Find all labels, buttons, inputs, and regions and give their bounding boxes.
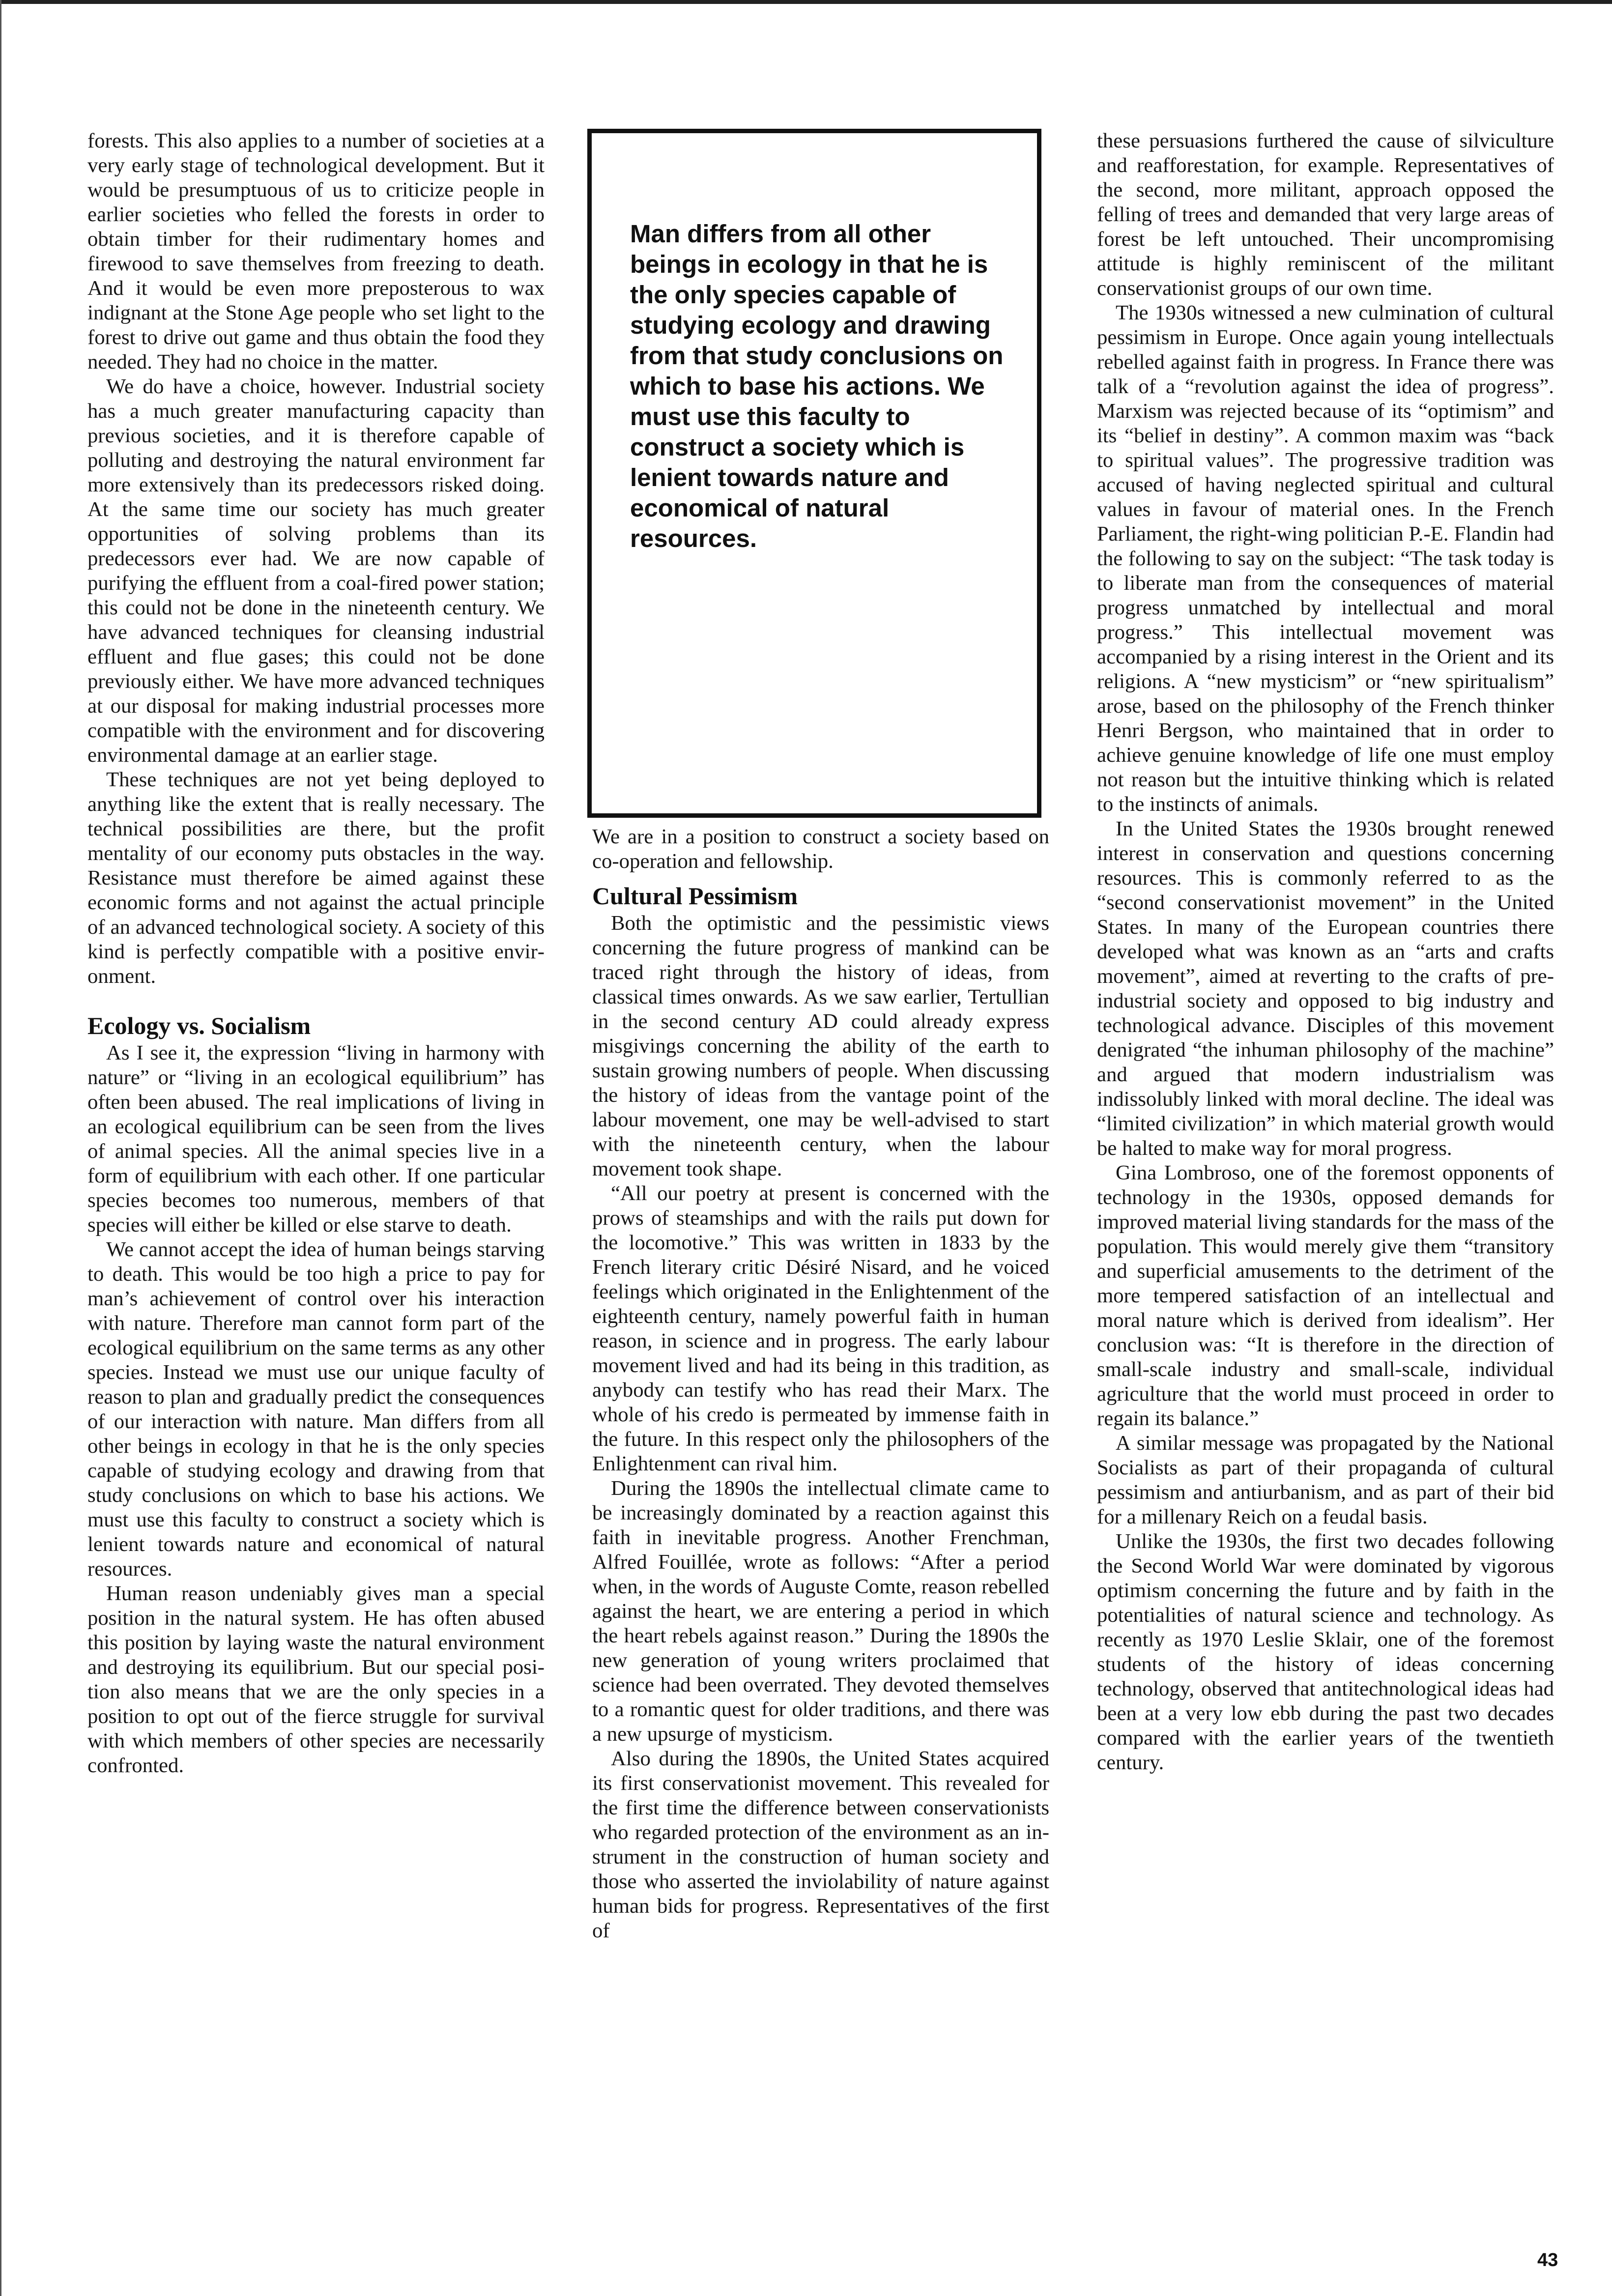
left-edge-rule [0, 0, 1, 2296]
paragraph: In the United States the 1930s brought renewed interest in conservation and questions concerning resources. This is commonly referred to as the “second conservationist movement” in the United States. In many of the European countries there developed what was known as an “arts and crafts movement”, aimed at reverting to the crafts of pre-industrial society and opposed to big industry and technological advance. Disciples of this movement denigrated “the inhuman philosophy of the machine” and argued that modern industrialism was indissolubly linked with moral decline. The ideal was “limited civilization” in which material growth would be halted to make way for moral progress. [1097, 817, 1554, 1160]
paragraph: Gina Lombroso, one of the foremost opponents of technology in the 1930s, opposed demands for improved material living standards for the mass of the population. This would merely give them “transitory and superficial amusements to the detriment of the more tempered satisfaction of an intellectual and moral nature which is derived from idealism”. Her conclusion was: “It is therefore in the direction of small-scale industry and small-scale, individual agriculture that the world must proceed in order to regain its balance.” [1097, 1161, 1554, 1430]
paragraph: A similar message was propagated by the National Socialists as part of their propaganda of cultural pessimism and antiurbanism, and as part of their bid for a millenary Reich on a feudal basis. [1097, 1432, 1554, 1528]
page-number: 43 [1537, 2250, 1558, 2270]
paragraph: These techniques are not yet being deployed to anything like the extent that is really necessary. The technical possibilities are there, but the profit mentality of our economy puts obstacles in the way. Resistance must therefore be aimed against these economic forms and not against the actual principle of an advanced technological society. A society of this kind is perfectly compatible with a positive environment. [87, 768, 545, 988]
paragraph: We cannot accept the idea of human beings starving to death. This would be too high a price to pay for man’s achievement of control over his interaction with nature. Therefore man cannot form part of the ecological equilibrium on the same terms as any other species. Instead we must use our unique faculty of reason to plan and gradually predict the consequences of our interaction with nature. Man differs from all other beings in ecology in that he is the only species capable of studying ecology and drawing from that study conclusions on which to base his actions. We must use this faculty to construct a society which is lenient towards nature and economical of natural resources. [87, 1238, 545, 1580]
paragraph: The 1930s witnessed a new culmination of cultural pessimism in Europe. Once again young intellectuals rebelled against faith in progress. In France there was talk of a “revolution against the idea of progress”. Marxism was rejected because of its “optimism” and its “belief in destiny”. A common maxim was “back to spiritual values”. The progressive tradition was accused of having neglected spiritual and cultural values in favour of material ones. In the French Parliament, the right-wing politician P.-E. Flandin had the following to say on the subject: “The task today is to liberate man from the consequences of material progress unmatched by intellectual and moral progress.” This intellectual movement was accompanied by a rising interest in the Orient and its religions. A “new mysticism” or “new spiritualism” arose, based on the philosophy of the French thinker Henri Bergson, who maintained that in order to achieve genuine knowledge of life one must employ not reason but the intuitive thinking which is related to the instincts of animals. [1097, 301, 1554, 816]
paragraph: forests. This also applies to a number of societies at a very early stage of technological development. But it would be presumptuous of us to criticize people in earlier societies who felled the forests in order to obtain timber for their rudimentary homes and firewood to save themselves from freezing to death. And it would be even more preposterous to wax indignant at the Stone Age people who set light to the forest to drive out game and thus obtain the food they needed. They had no choice in the matter. [87, 129, 545, 373]
column-3 [1097, 129, 1554, 1775]
column-1 [87, 129, 545, 1778]
paragraph: Unlike the 1930s, the first two decades following the Second World War were dominated by vigorous optimism concerning the future and by faith in the potentialities of natural science and technology. As recently as 1970 Leslie Sklair, one of the foremost students of the history of ideas concerning technology, observed that antitechnological ideas had been at a very low ebb during the past two decades compared with the earlier years of the twentieth century. [1097, 1530, 1554, 1774]
paragraph: Also during the 1890s, the United States acquired its first conservationist movement. This revealed for the first time the difference between conservationists who regarded protection of the environment as an instrument in the construction of human society and those who asserted the inviolability of nature against human bids for progress. Representatives of the first of [592, 1747, 1049, 1942]
paragraph: As I see it, the expression “living in harmony with nature” or “living in an ecological equilibrium” has often been abused. The real implications of living in an ecological equilibrium can be seen from the lives of animal species. All the animal species live in a form of equilibrium with each other. If one particular species becomes too numerous, members of that species will either be killed or else starve to death. [87, 1041, 545, 1236]
paragraph: We do have a choice, however. Industrial society has a much greater manufacturing capacity than previous societies, and it is therefore capable of polluting and destroying the natural environment far more extensively than its predecessors risked doing. At the same time our society has much greater opportunities of solving problems than its predecessors ever had. We are now capable of purifying the effluent from a coal-fired power station; this could not be done in the nineteenth century. We have advanced techniques for cleansing industrial effluent and flue gases; this could not be done previously either. We have more advanced techniques at our disposal for making industrial processes more compatible with the environment and for discovering environmental damage at an earlier stage. [87, 375, 545, 767]
paragraph: Human reason undeniably gives man a special position in the natural system. He has often abused this position by laying waste the natural environment and destroying its equilibrium. But our special position also means that we are the only species in a position to opt out of the fierce struggle for survival with which members of other species are necessarily confronted. [87, 1582, 545, 1777]
paragraph: “All our poetry at present is concerned with the prows of steamships and with the rails put down for the locomotive.” This was written in 1833 by the French literary critic Désiré Nisard, and he voiced feelings which originated in the Enlightenment of the eighteenth century, namely powerful faith in human reason, in science and in progress. The early labour movement lived and had its being in this tradition, as anybody can testify who has read their Marx. The whole of his credo is permeated by immense faith in the future. In this respect only the philosophers of the Enlightenment can rival him. [592, 1182, 1049, 1475]
paragraph: these persuasions furthered the cause of silviculture and reafforestation, for example. Representatives of the second, more militant, approach opposed the felling of trees and demanded that very large areas of forest be left untouched. Their uncompromising attitude is highly reminiscent of the militant conservationist groups of our own time. [1097, 129, 1554, 300]
paragraph: During the 1890s the intellectual climate came to be increasingly dominated by a reaction against this faith in inevitable progress. Another Frenchman, Alfred Fouillée, wrote as follows: “After a period when, in the words of Auguste Comte, reason rebelled against the heart, we are entering a period in which the heart rebels against reason.” During the 1890s the new generation of young writers proclaimed that science had been overrated. They devoted themselves to a romantic quest for older traditions, and there was a new upsurge of mysticism. [592, 1477, 1049, 1746]
paragraph: Both the optimistic and the pessimistic views concerning the future progress of mankind can be traced right through the history of ideas, from classical times onwards. As we saw earlier, Tertullian in the second century AD could already express misgivings concerning the ability of the earth to sustain growing numbers of people. When discussing the history of ideas from the vantage point of the labour movement, one may be well-advised to start with the nineteenth century, when the labour movement took shape. [592, 912, 1049, 1180]
pull-quote-box [587, 129, 1041, 818]
column-2 [592, 825, 1049, 1943]
section-heading-ecology-vs-socialism: Ecology vs. Socialism [87, 1012, 311, 1039]
paragraph: We are in a position to construct a society based on co-operation and fellowship. [592, 825, 1049, 873]
section-heading-cultural-pessimism: Cultural Pessimism [592, 882, 798, 910]
top-border-rule [0, 0, 1612, 4]
pull-quote-text: Man differs from all other beings in ecology in that he is the only species capable of studying ecology and drawing from that study conclusions on which to base his actions. We must use this faculty to construct a society which is lenient towards nature and economical of natural resources. [630, 220, 1004, 552]
